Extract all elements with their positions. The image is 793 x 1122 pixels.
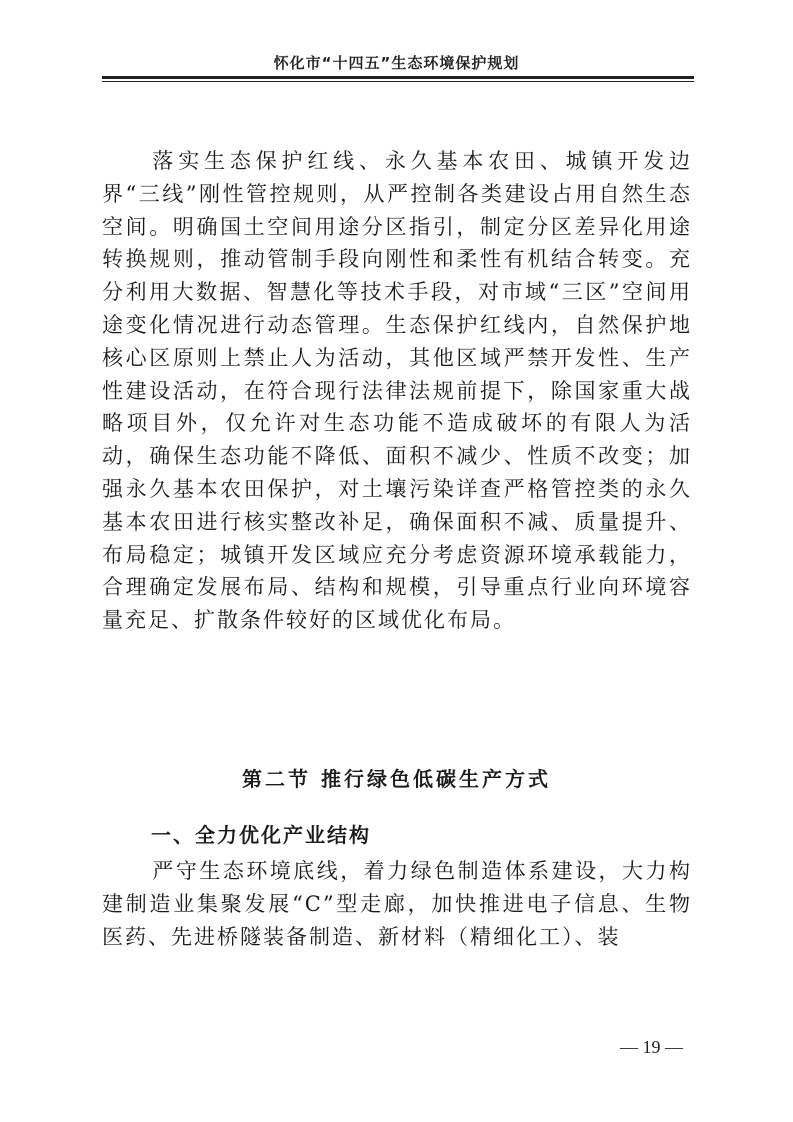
running-header-title: 怀化市“十四五”生态环境保护规划 [273,54,520,72]
body-paragraph-1: 落实生态保护红线、永久基本农田、城镇开发边界“三线”刚性管控规则，从严控制各类建设占用自然生态空间。明确国土空间用途分区指引，制定分区差异化用途转换规则，推动管制手段向刚性和柔性有机结合转变。充分利用大数据、智慧化等技术手段，对市域“三区”空间用途变化情况进行动态管理。生态保护红线内，自然保护地核心区原则上禁止人为活动，其他区域严禁开发性、生产性建设活动，在符合现行法律法规前提下，除国家重大战略项目外，仅允许对生态功能不造成破坏的有限人为活动，确保生态功能不降低、面积不减少、性质不改变；加强永久基本农田保护，对土壤污染详查严格管控类的永久基本农田进行核实整改补足，确保面积不减、质量提升、布局稳定；城镇开发区域应充分考虑资源环境承载能力，合理确定发展布局、结构和规模，引导重点行业向环境容量充足、扩散条件较好的区域优化布局。 [102,149,692,633]
subsection-heading: 一、全力优化产业结构 [151,823,371,847]
section-heading: 第二节 推行绿色低碳生产方式 [242,767,551,791]
header-rule-thin [102,81,694,82]
body-paragraph-2: 严守生态环境底线，着力绿色制造体系建设，大力构建制造业集聚发展“C”型走廊，加快推进电子信息、生物医药、先进桥隧装备制造、新材料（精细化工）、装 [102,859,692,949]
header-rule-thick [102,76,694,79]
page-number: — 19 — [620,1037,683,1057]
